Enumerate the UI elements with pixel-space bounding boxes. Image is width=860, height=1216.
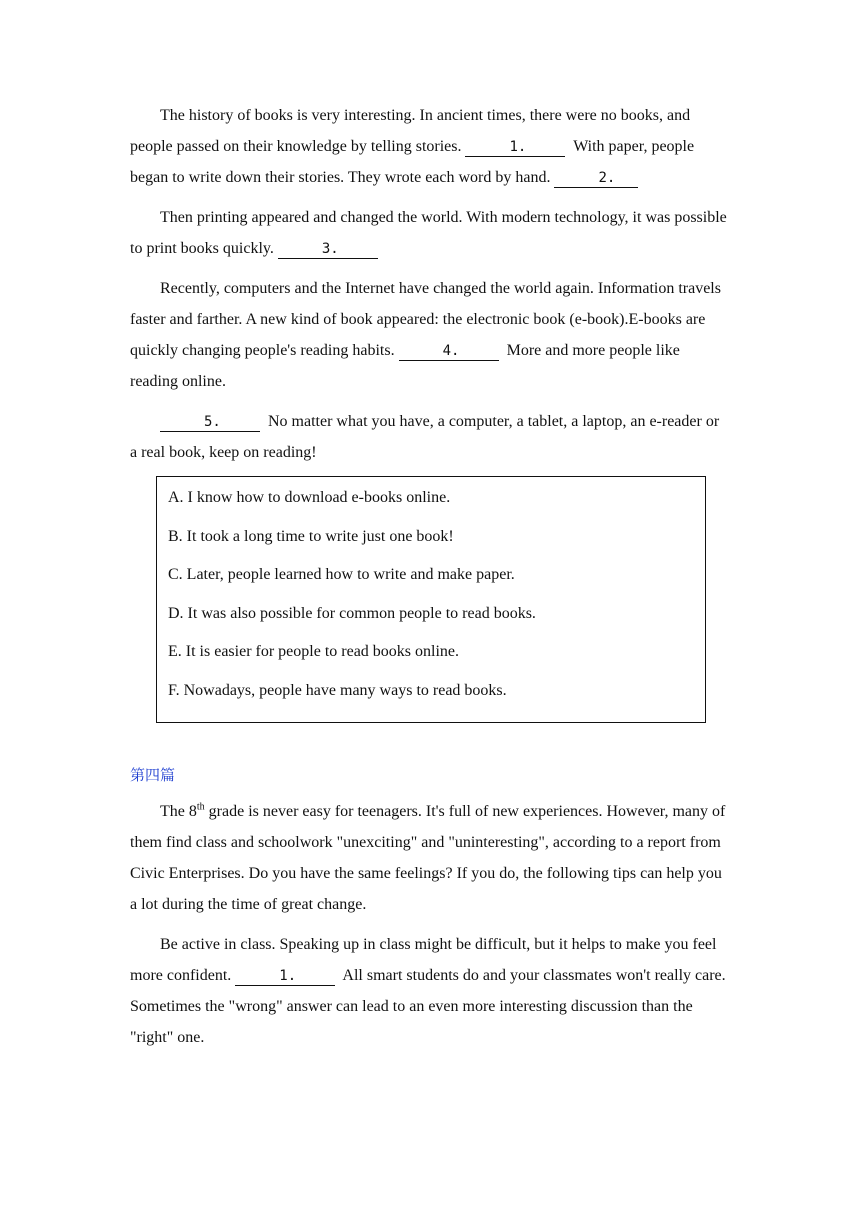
paragraph-text: All smart students do and your classmates won't really care. Sometimes the "wrong" answer can lead to an even more interesting discussion than the "right" one. — [130, 967, 726, 1046]
paragraph — [130, 202, 730, 264]
option-item: E. It is easier for people to read books online. — [168, 643, 460, 660]
paragraph-text: More and more people like reading online. — [130, 342, 680, 390]
paragraph-text: Then printing appeared and changed the world. With modern technology, it was possible to print books quickly. — [130, 209, 727, 257]
paragraph-text: The 8 — [160, 803, 197, 820]
paragraph-text: grade is never easy for teenagers. It's full of new experiences. However, many of them find class and schoolwork "unexciting" and "uninteresting", according to a report from Civic Enterprises. Do you have the same feelings? If you do, the following tips can help you a lot during the time of great change. — [130, 803, 726, 913]
answer-blank: 5. — [160, 413, 260, 432]
answer-blank: 2. — [554, 169, 638, 188]
paragraph — [130, 100, 730, 193]
answer-blank: 3. — [278, 240, 378, 259]
paragraph-text: The history of books is very interesting. In ancient times, there were no books, and people passed on their knowledge by telling stories. — [130, 107, 691, 155]
paragraph-text: Recently, computers and the Internet have changed the world again. Information travels faster and farther. A new kind of book appeared: the electronic book (e-book).E-books are quickly changing people's reading habits. — [130, 280, 721, 359]
superscript: th — [196, 801, 205, 813]
answer-blank: 4. — [399, 342, 499, 361]
paragraph-text: Be active in class. Speaking up in class might be difficult, but it helps to make you feel more confident. — [130, 936, 717, 984]
answer-blank: 1. — [465, 138, 565, 157]
option-item: A. I know how to download e-books online. — [168, 489, 451, 506]
option-item: D. It was also possible for common people to read books. — [168, 604, 536, 622]
paragraph — [130, 796, 730, 920]
options-box — [156, 476, 706, 723]
paragraph-text: With paper, people began to write down their stories. They wrote each word by hand. — [130, 138, 695, 186]
paragraph — [130, 929, 730, 1053]
answer-blank: 1. — [235, 967, 335, 986]
paragraph-text: No matter what you have, a computer, a tablet, a laptop, an e-reader or a real book, keep on reading! — [130, 413, 720, 461]
option-item: B. It took a long time to write just one book! — [168, 527, 454, 545]
paragraph — [130, 406, 730, 468]
document-page — [130, 100, 730, 1053]
section-title: 第四篇 — [130, 766, 176, 784]
option-item: C. Later, people learned how to write and make paper. — [168, 566, 515, 583]
paragraph — [130, 273, 730, 397]
option-item: F. Nowadays, people have many ways to read books. — [168, 681, 507, 699]
